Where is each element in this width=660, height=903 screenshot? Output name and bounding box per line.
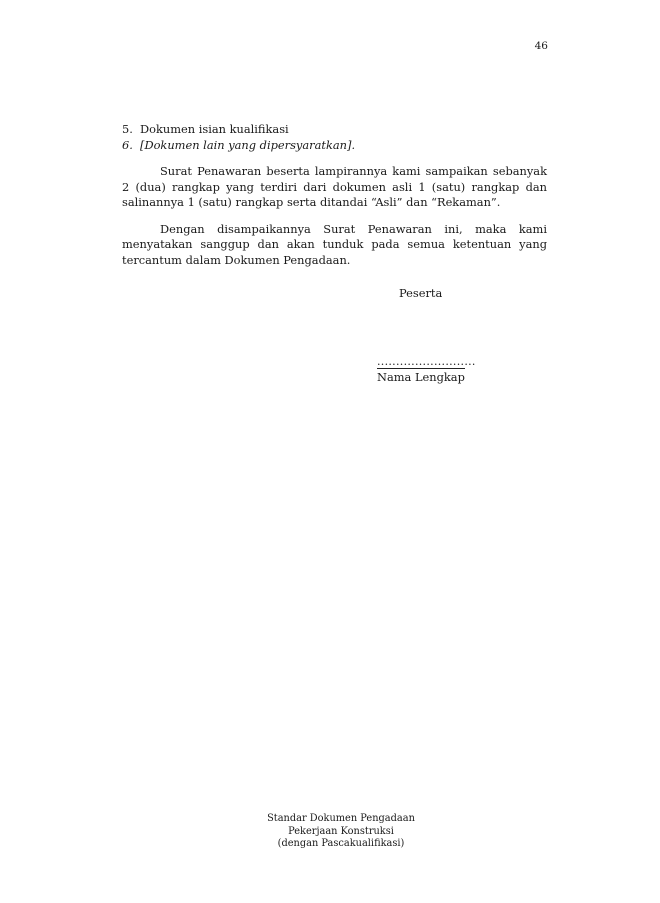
footer-line-3: (dengan Pascakualifikasi) [277,838,405,849]
list-item-number: 6. [122,137,133,152]
signature-label: Peserta [399,286,443,300]
signature-block [377,286,537,384]
signature-name: Nama Lengkap [377,370,465,384]
signature-line: .......................... [377,355,476,368]
list-item [122,138,547,154]
list-item [122,122,547,138]
page-number: 46 [534,40,548,52]
list-item-number: 5. [122,122,133,136]
list-item-text: [Dokumen lain yang dipersyaratkan]. [140,137,356,152]
paragraph-submission: Surat Penawaran beserta lampirannya kami sampaikan sebanyak 2 (dua) rangkap yang terdiri dari dokumen asli 1 (satu) rangkap dan salinannya 1 (satu) rangkap serta ditandai “Asli” dan “Rekaman”. [122,164,547,209]
footer-line-1: Standar Dokumen Pengadaan [267,813,415,824]
footer [0,813,638,851]
document-body [122,122,547,268]
footer-line-2: Pekerjaan Konstruksi [288,825,394,837]
list-item-text: Dokumen isian kualifikasi [140,122,289,136]
paragraph-statement: Dengan disampaikannya Surat Penawaran ini, maka kami menyatakan sanggup dan akan tunduk pada semua ketentuan yang tercantum dalam Dokumen Pengadaan. [122,221,547,267]
